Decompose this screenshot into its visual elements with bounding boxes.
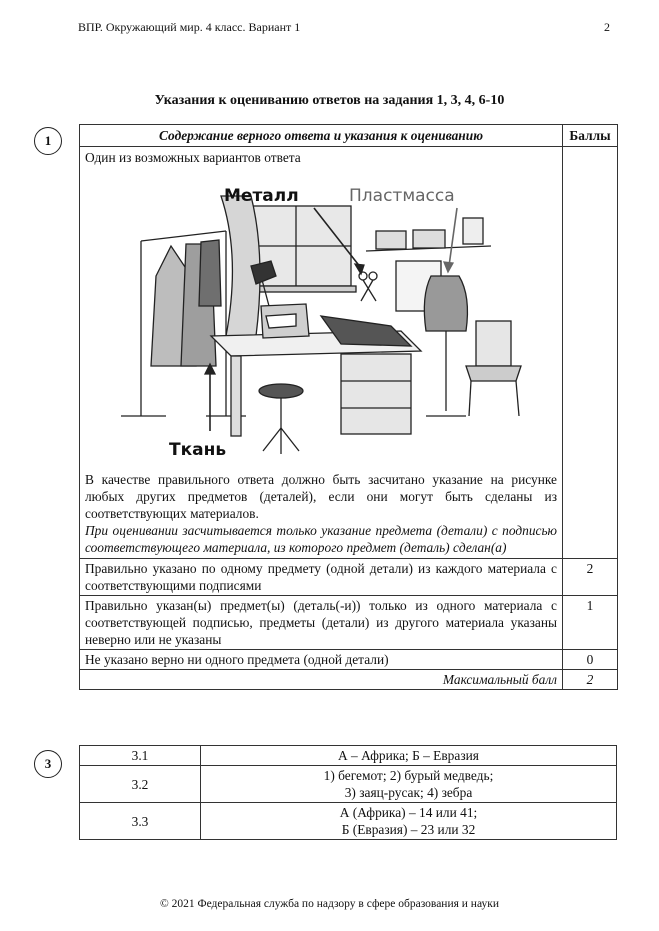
table-row: [80, 803, 617, 840]
table-header-row: [80, 125, 618, 147]
subtask-id: 3.2: [80, 766, 201, 803]
answer-line: Б (Евразия) – 23 или 32: [341, 822, 476, 837]
section-title: Указания к оцениванию ответов на задания 1, 3, 4, 6-10: [154, 93, 505, 108]
label-plastic: Пластмасса: [349, 186, 455, 206]
answer-intro: Один из возможных вариантов ответа: [85, 150, 301, 165]
task-number-badge: 3: [34, 750, 62, 778]
task3-answer-table: [79, 745, 617, 840]
page-footer: © 2021 Федеральная служба по надзору в сфере образования и науки: [160, 898, 499, 910]
answer-row: [80, 147, 618, 559]
answer-line: 1) бегемот; 2) бурый медведь;: [323, 768, 494, 783]
workshop-drawing: [91, 166, 557, 471]
answer-cell: [80, 147, 563, 559]
criterion-text: Не указано верно ни одного предмета (одной детали): [80, 650, 563, 670]
criterion-row: [80, 596, 618, 650]
subtask-answer: [201, 803, 617, 840]
label-fabric: Ткань: [169, 440, 227, 460]
note-italic: При оценивании засчитывается только указание предмета (детали) с подписью соответствующего материала, из которого предмет (деталь) сделан(а): [85, 523, 557, 555]
criterion-text: Правильно указан(ы) предмет(ы) (деталь(-и)) только из одного материала с соответствующей подписью, предметы (детали) из другого материала указаны неверно или не указаны: [80, 596, 563, 650]
max-score-value: 2: [563, 670, 618, 690]
note-text: В качестве правильного ответа должно быть засчитано указание на рисунке любых других предметов (деталей), если они могут быть сделаны из соответствующих материалов.: [85, 472, 557, 521]
page-header: ВПР. Окружающий мир. 4 класс. Вариант 1: [78, 20, 301, 34]
criterion-points: 2: [563, 559, 618, 596]
max-score-label: Максимальный балл: [80, 670, 563, 690]
subtask-id: 3.3: [80, 803, 201, 840]
task-number-badge: 1: [34, 127, 62, 155]
col-header-content: Содержание верного ответа и указания к оцениванию: [80, 125, 563, 147]
subtask-answer: [201, 766, 617, 803]
answer-line: А (Африка) – 14 или 41;: [339, 805, 478, 820]
criterion-text: Правильно указано по одному предмету (одной детали) из каждого материала с соответствующими подписями: [80, 559, 563, 596]
subtask-id: 3.1: [80, 746, 201, 766]
workshop-illustration: [91, 166, 557, 471]
criterion-row: [80, 559, 618, 596]
table-row: [80, 746, 617, 766]
points-cell-empty: [563, 147, 618, 559]
task1-scoring-table: [79, 124, 618, 690]
page-number: 2: [604, 20, 610, 34]
criterion-row: [80, 650, 618, 670]
criterion-points: 0: [563, 650, 618, 670]
label-metal: Металл: [224, 186, 299, 206]
answer-line: А – Африка; Б – Евразия: [338, 748, 479, 763]
subtask-answer: [201, 746, 617, 766]
max-score-row: [80, 670, 618, 690]
answer-line: 3) заяц-русак; 4) зебра: [344, 785, 473, 800]
col-header-points: Баллы: [563, 125, 618, 147]
criterion-points: 1: [563, 596, 618, 650]
table-row: [80, 766, 617, 803]
